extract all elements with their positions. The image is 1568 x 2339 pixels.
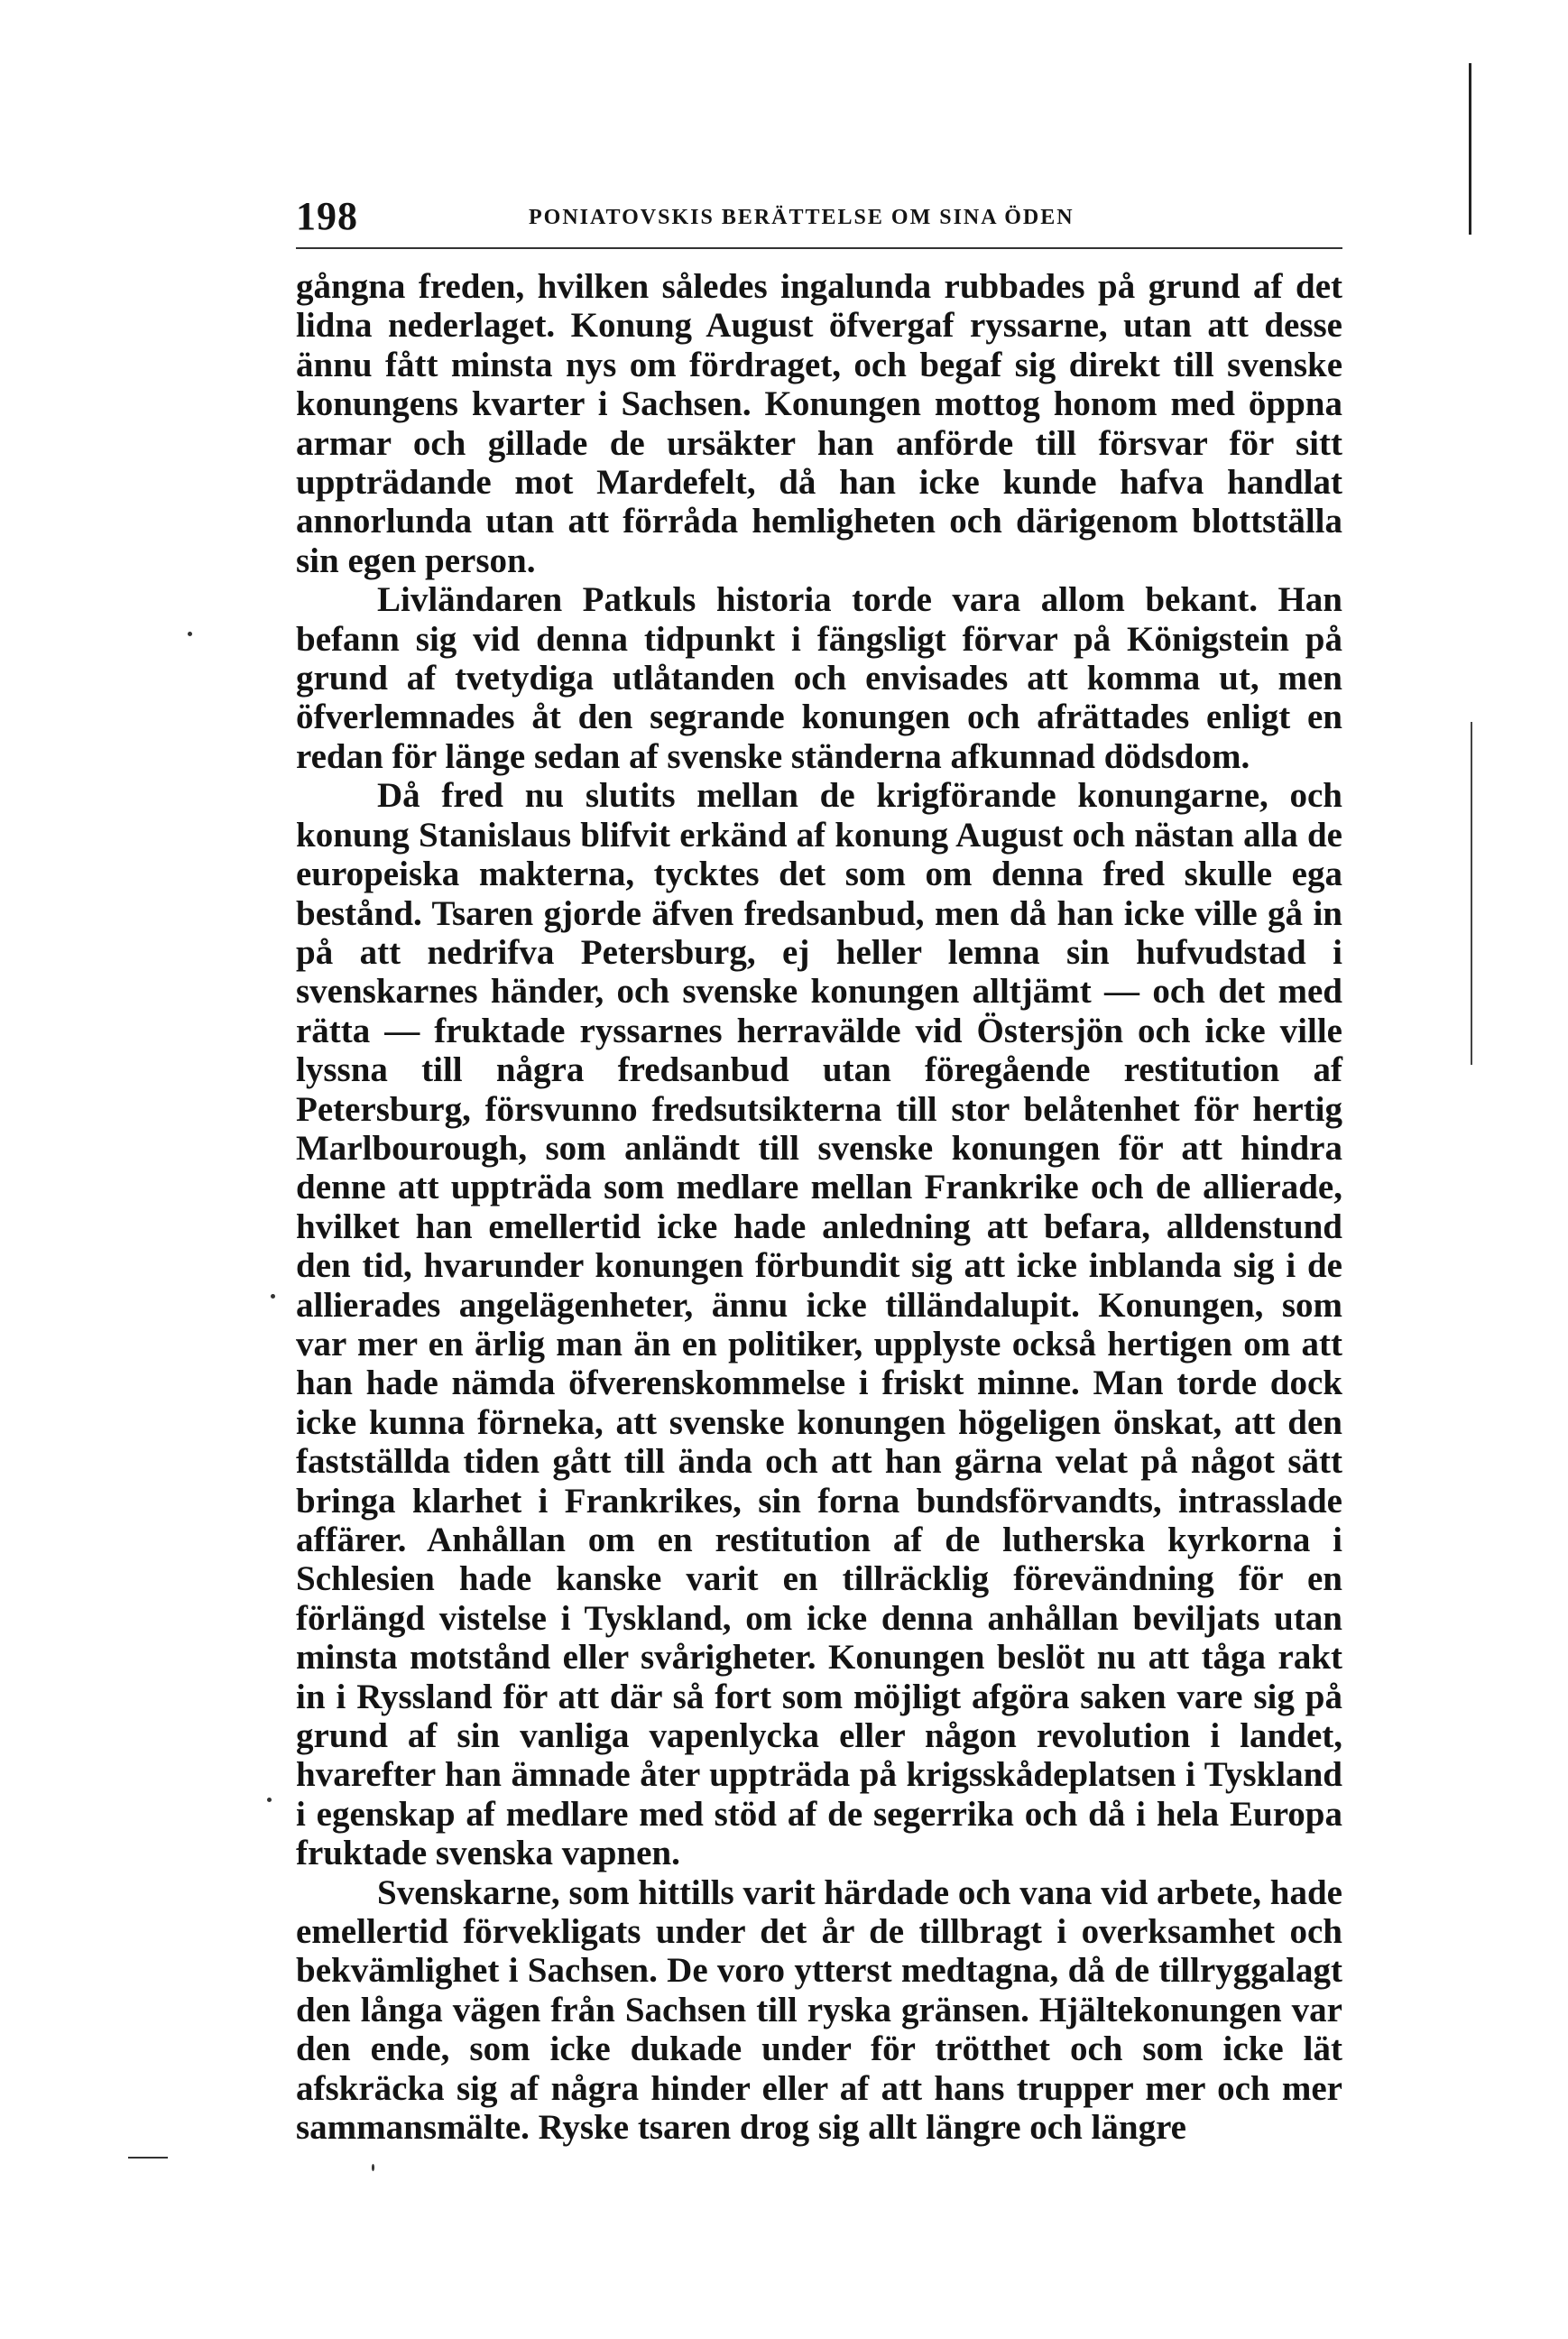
page-number: 198	[296, 194, 358, 238]
paragraph: Livländaren Patkuls historia torde vara allom bekant. Han befann sig vid denna tidpunkt i fängsligt förvar på Königstein på grund af tvetydiga utlåtanden och envisades att komma ut, men öfverlemnades åt den segrande konungen och afrättades enligt en redan för länge sedan af svenske ständerna afkunnad dödsdom.	[296, 580, 1342, 776]
scan-speck	[372, 2164, 374, 2171]
page-header	[296, 193, 1342, 249]
body-text	[296, 267, 1342, 2148]
paragraph: Då fred nu slutits mellan de krigförande konungarne, och konung Stanislaus blifvit erkänd af konung August och nästan alla de europeiska makterna, tycktes det som om denna fred skulle ega bestånd. Tsaren gjorde äfven fredsanbud, men då han icke ville gå in på att nedrifva Petersburg, ej heller lemna sin hufvudstad i svenskarnes händer, och svenske konungen alltjämt — och det med rätta — fruktade ryssarnes herravälde vid Östersjön och icke ville lyssna till några fredsanbud utan föregående restitution af Petersburg, försvunno fredsutsikterna till stor belåtenhet för hertig Marlbourough, som anländt till svenske konungen för att hindra denne att uppträda som medlare mellan Frankrike och de allierade, hvilket han emellertid icke hade anledning att befara, alldenstund den tid, hvarunder konungen förbundit sig att icke inblanda sig i de allierades angelägenheter, ännu icke tilländalupit. Konungen, som var mer en ärlig man än en politiker, upplyste också hertigen om att han hade nämda öfverenskommelse i friskt minne. Man torde dock icke kunna förneka, att svenske konungen högeligen önskat, att den fastställda tiden gått till ända och att han gärna velat på något sätt bringa klarhet i Frankrikes, sin forna bundsförvandts, intrasslade affärer. Anhållan om en restitution af de lutherska kyrkorna i Schlesien hade kanske varit en tillräcklig förevändning för en förlängd vistelse i Tyskland, om icke denna anhållan beviljats utan minsta motstånd eller svårigheter. Konungen beslöt nu att tåga rakt in i Ryssland för att där så fort som möjligt afgöra saken vare sig på grund af sin vanliga vapenlycka eller någon revolution i landet, hvarefter han ämnade åter uppträda på krigsskådeplatsen i Tyskland i egenskap af medlare med stöd af de segerrika och då i hela Europa fruktade svenska vapnen.	[296, 776, 1342, 1873]
scan-edge-line	[1469, 63, 1471, 235]
paragraph: gångna freden, hvilken således ingalunda rubbades på grund af det lidna nederlaget. Konung August öfvergaf ryssarne, utan att desse ännu fått minsta nys om fördraget, och begaf sig direkt till svenske konungens kvarter i Sachsen. Konungen mottog honom med öppna armar och gillade de ursäkter han anförde till försvar för sitt uppträdande mot Mardefelt, då han icke kunde hafva handlat annorlunda utan att förråda hemligheten och därigenom blottställa sin egen person.	[296, 267, 1342, 580]
scan-edge-line-lower	[1471, 722, 1472, 1065]
scan-speck	[188, 632, 192, 636]
paragraph: Svenskarne, som hittills varit härdade och vana vid arbete, hade emellertid förvekligats under det år de tillbragt i overksamhet och bekvämlighet i Sachsen. De voro ytterst medtagna, då de tillryggalagt den långa vägen från Sachsen till ryska gränsen. Hjältekonungen var den ende, som icke dukade under för trötthet och som icke lät afskräcka sig af några hinder eller af att hans trupper mer och mer sammansmälte. Ryske tsaren drog sig allt längre och längre	[296, 1872, 1342, 2148]
scan-speck	[267, 1798, 272, 1802]
scan-margin-mark	[128, 2157, 168, 2159]
running-head: PONIATOVSKIS BERÄTTELSE OM SINA ÖDEN	[529, 206, 1075, 229]
scan-speck	[271, 1294, 275, 1299]
